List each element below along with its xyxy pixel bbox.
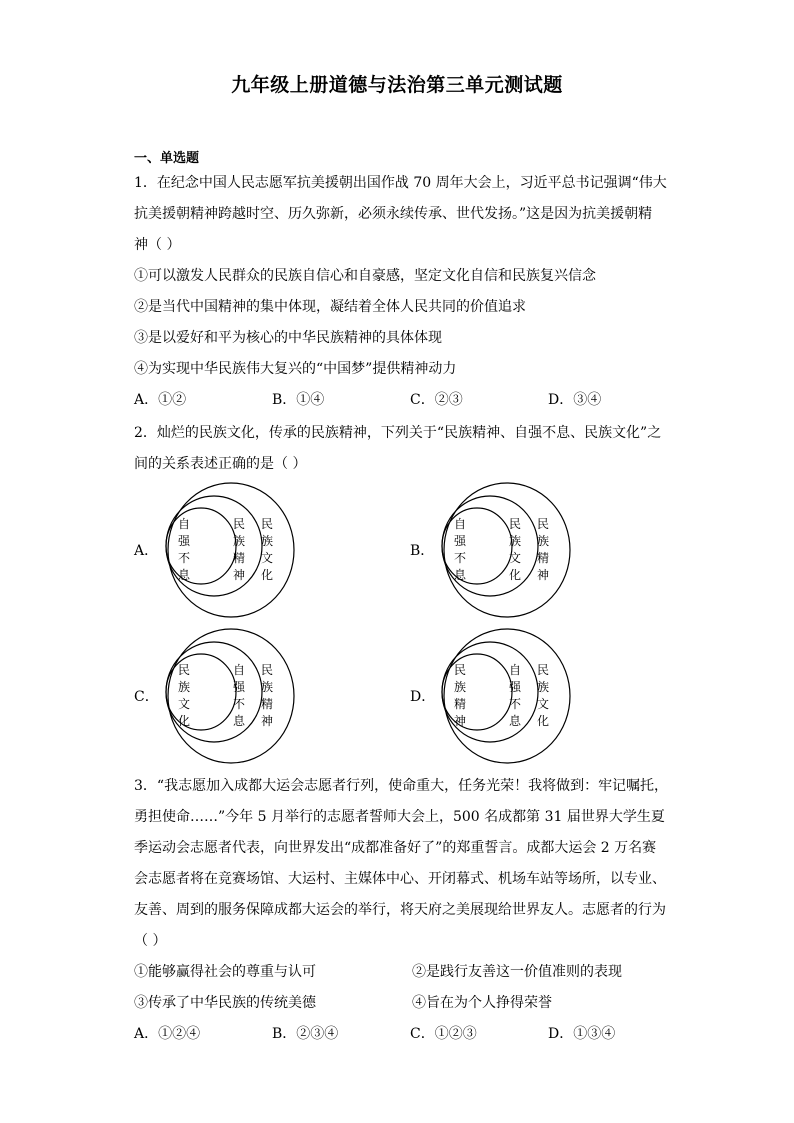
middle-ring-char: 息 [232, 714, 246, 728]
q1-option-b[interactable]: B．①④ [272, 392, 325, 408]
middle-ring-char: 化 [508, 568, 522, 582]
q1-statement: ①可以激发人民群众的民族自信心和自豪感，坚定文化自信和民族复兴信念 [134, 268, 596, 284]
outer-ring-char: 族 [536, 680, 550, 694]
outer-ring-char: 族 [260, 534, 274, 548]
inner-ring-char: 精 [453, 697, 467, 711]
q2-option-c-label[interactable]: C． [134, 689, 159, 705]
inner-ring-char: 民 [177, 663, 191, 677]
q3-statement: ①能够赢得社会的尊重与认可 [134, 964, 316, 980]
q1-option-c[interactable]: C．②③ [410, 392, 463, 408]
q2-diagram-a[interactable] [152, 480, 322, 620]
inner-ring-label [454, 517, 467, 582]
middle-ring-char: 文 [508, 551, 522, 565]
outer-ring-char: 族 [536, 534, 550, 548]
inner-ring-char: 自 [453, 517, 467, 531]
outer-ring-char: 精 [260, 697, 274, 711]
inner-ring-char: 民 [453, 663, 467, 677]
middle-ring-label [509, 663, 522, 728]
outer-ring-label [537, 663, 549, 728]
outer-ring-label [537, 517, 549, 582]
middle-ring-label [233, 517, 245, 582]
q2-diagram-d[interactable] [428, 626, 598, 766]
middle-ring-char: 强 [232, 680, 246, 694]
middle-ring-char: 自 [232, 663, 246, 677]
q3-stem-line: 友善、周到的服务保障成都大运会的举行，将天府之美展现给世界友人。志愿者的行为 [134, 902, 666, 918]
middle-ring-label [509, 517, 521, 582]
outer-ring-char: 文 [260, 551, 274, 565]
q3-stem-line: 3．“我志愿加入成都大运会志愿者行列，使命重大，任务光荣！我将做到：牢记嘱托， [134, 778, 669, 794]
outer-ring-label [261, 517, 273, 582]
middle-ring-char: 自 [508, 663, 522, 677]
inner-ring-char: 文 [177, 697, 191, 711]
inner-ring-char: 强 [453, 534, 467, 548]
middle-ring-label [233, 663, 246, 728]
q2-diagram-c[interactable] [152, 626, 322, 766]
inner-ring-char: 神 [453, 714, 467, 728]
outer-ring-char: 化 [260, 568, 274, 582]
middle-ring-char: 神 [232, 568, 246, 582]
q3-option-c[interactable]: C．①②③ [410, 1026, 477, 1042]
q3-statement: ④旨在为个人挣得荣誉 [412, 995, 552, 1011]
outer-ring-char: 民 [260, 663, 274, 677]
middle-ring-char: 民 [508, 517, 522, 531]
q3-statement: ③传承了中华民族的传统美德 [134, 995, 316, 1011]
q2-stem-line: 2．灿烂的民族文化，传承的民族精神，下列关于“民族精神、自强不息、民族文化”之 [134, 425, 662, 441]
outer-ring-char: 民 [536, 517, 550, 531]
q1-stem-line: 1．在纪念中国人民志愿军抗美援朝出国作战 70 周年大会上，习近平总书记强调“伟大 [134, 175, 667, 191]
inner-ring-label [178, 517, 191, 582]
outer-ring-char: 民 [536, 663, 550, 677]
outer-ring-char: 民 [260, 517, 274, 531]
inner-ring-char: 化 [177, 714, 191, 728]
q1-stem-line: 抗美援朝精神跨越时空、历久弥新，必须永续传承、世代发扬。”这是因为抗美援朝精 [134, 206, 653, 222]
inner-ring-char: 息 [177, 568, 191, 582]
q3-option-a[interactable]: A．①②④ [134, 1026, 201, 1042]
inner-ring-char: 不 [177, 551, 191, 565]
inner-ring-char: 不 [453, 551, 467, 565]
middle-ring-char: 不 [508, 697, 522, 711]
inner-ring-char: 自 [177, 517, 191, 531]
q1-statement: ③是以爱好和平为核心的中华民族精神的具体体现 [134, 330, 442, 346]
inner-ring-char: 强 [177, 534, 191, 548]
middle-ring-char: 息 [508, 714, 522, 728]
q1-statement: ②是当代中国精神的集中体现，凝结着全体人民共同的价值追求 [134, 299, 526, 315]
q1-option-d[interactable]: D．③④ [548, 392, 602, 408]
outer-ring-char: 神 [536, 568, 550, 582]
q3-stem-line: 会志愿者将在竞赛场馆、大运村、主媒体中心、开闭幕式、机场车站等场所，以专业、 [134, 871, 666, 887]
q1-stem-line: 神（ ） [134, 237, 181, 253]
inner-ring-char: 息 [453, 568, 467, 582]
middle-ring-char: 民 [232, 517, 246, 531]
inner-ring-label [178, 663, 190, 728]
q3-statement: ②是践行友善这一价值准则的表现 [412, 964, 622, 980]
inner-ring-char: 族 [177, 680, 191, 694]
middle-ring-char: 强 [508, 680, 522, 694]
outer-ring-char: 精 [536, 551, 550, 565]
inner-ring-label [454, 663, 466, 728]
inner-ring-char: 族 [453, 680, 467, 694]
q2-option-b-label[interactable]: B． [410, 543, 435, 559]
outer-ring-char: 文 [536, 697, 550, 711]
q3-option-d[interactable]: D．①③④ [548, 1026, 616, 1042]
q3-stem-line: （ ） [134, 933, 167, 949]
q3-option-b[interactable]: B．②③④ [272, 1026, 339, 1042]
middle-ring-char: 族 [232, 534, 246, 548]
section-heading: 一、单选题 [134, 151, 200, 166]
page-title: 九年级上册道德与法治第三单元测试题 [231, 74, 563, 96]
middle-ring-char: 精 [232, 551, 246, 565]
q2-option-a-label[interactable]: A． [134, 543, 159, 559]
outer-ring-char: 族 [260, 680, 274, 694]
q1-option-a[interactable]: A．①② [134, 392, 187, 408]
middle-ring-char: 不 [232, 697, 246, 711]
q1-statement: ④为实现中华民族伟大复兴的“中国梦”提供精神动力 [134, 361, 457, 377]
outer-ring-char: 神 [260, 714, 274, 728]
outer-ring-char: 化 [536, 714, 550, 728]
q3-stem-line: 季运动会志愿者代表，向世界发出“成都准备好了”的郑重誓言。成都大运会 2 万名赛 [134, 840, 657, 856]
q2-diagram-b[interactable] [428, 480, 598, 620]
q2-option-d-label[interactable]: D． [410, 689, 436, 705]
outer-ring-label [261, 663, 273, 728]
q2-stem-line: 间的关系表述正确的是（ ） [134, 456, 307, 472]
q3-stem-line: 勇担使命……”今年 5 月举行的志愿者誓师大会上，500 名成都第 31 届世界大学生夏 [134, 809, 665, 825]
middle-ring-char: 族 [508, 534, 522, 548]
